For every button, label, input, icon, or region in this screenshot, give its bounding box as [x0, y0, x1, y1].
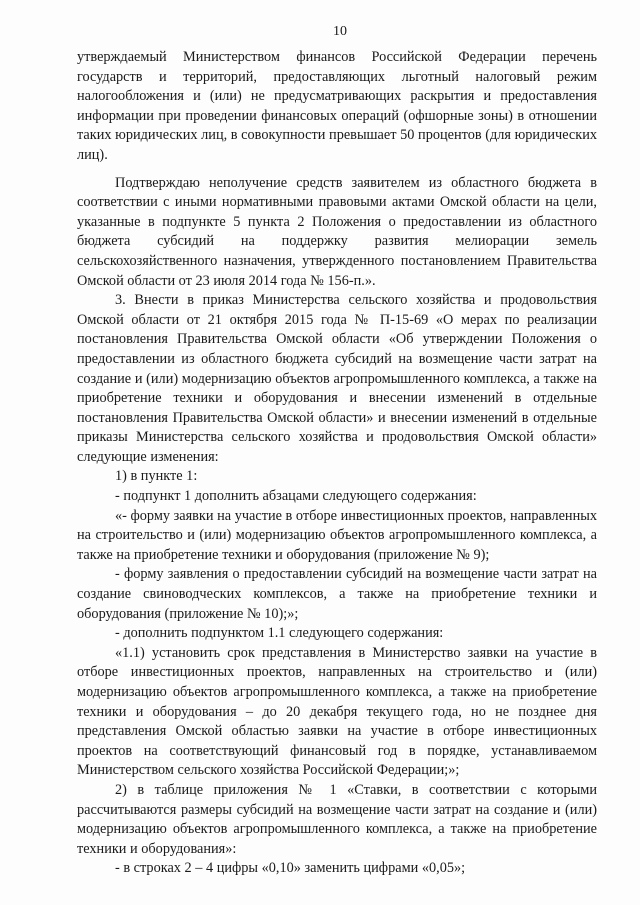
document-body [77, 48, 597, 879]
paragraph-subpoint-1: - подпункт 1 дополнить абзацами следующего содержания: [115, 488, 477, 505]
paragraph-subitem-2: 2) в таблице приложения № 1 «Ставки, в соответствии с которыми рассчитываются размеры субсидий на возмещение части затрат на создание и (или) модернизацию объектов агропромышленного комплекса, а также на приобретение техники и оборудования»: [77, 781, 597, 857]
paragraph-item-3: 3. Внести в приказ Министерства сельского хозяйства и продовольствия Омской области от 21 октября 2015 года № П-15-69 «О мерах по реализации постановления Правительства Омской области «Об утверждении Положения о предоставлении из областного бюджета субсидий на возмещение части затрат на создание и (или) модернизацию объектов агропромышленного комплекса, а также на приобретение техники и оборудования и внесении изменений в отдельные постановления Правительства Омской области» и внесении изменений в отдельные приказы Министерства сельского хозяйства и продовольствия Омской области» следующие изменения: [77, 292, 597, 465]
paragraph-rows-replace: - в строках 2 – 4 цифры «0,10» заменить цифрами «0,05»; [115, 860, 466, 877]
paragraph-add-subpoint: - дополнить подпунктом 1.1 следующего содержания: [115, 625, 444, 642]
paragraph-subitem-1: 1) в пункте 1: [115, 468, 198, 485]
page-number: 10 [333, 24, 347, 39]
paragraph-form-application: «- форму заявки на участие в отборе инвестиционных проектов, направленных на строительство и (или) модернизацию объектов агропромышленного комплекса, а также на приобретение техники и оборудования (приложение № 9); [77, 507, 597, 563]
paragraph-subpoint-1-1: «1.1) установить срок представления в Министерство заявки на участие в отборе инвестиционных проектов, направленных на строительство и (или) модернизацию объектов агропромышленного комплекса, а также на приобретение техники и оборудования – до 20 декабря текущего года, но не позднее дня представления Омской областью заявки на участие в отборе инвестиционных проектов на соответствующий финансовый год в порядке, устанавливаемом Министерством сельского хозяйства Российской Федерации;»; [77, 644, 597, 779]
paragraph-continuation: утверждаемый Министерством финансов Российской Федерации перечень государств и территорий, предоставляющих льготный налоговый режим налогообложения и (или) не предусматривающих раскрытия и предоставления информации при проведении финансовых операций (офшорные зоны) в отношении таких юридических лиц, в совокупности превышает 50 процентов (для юридических лиц). [77, 49, 597, 163]
paragraph-form-statement: - форму заявления о предоставлении субсидий на возмещение части затрат на создание свиноводческих комплексов, а также на приобретение техники и оборудования (приложение № 10);»; [77, 566, 597, 622]
paragraph-confirmation: Подтверждаю неполучение средств заявителем из областного бюджета в соответствии с иными нормативными правовыми актами Омской области на цели, указанные в подпункте 5 пункта 2 Положения о предоставлении из областного бюджета субсидий на поддержку развития мелиорации земель сельскохозяйственного назначения, утвержденного постановлением Правительства Омской области от 23 июля 2014 года № 156-п.». [77, 174, 597, 289]
